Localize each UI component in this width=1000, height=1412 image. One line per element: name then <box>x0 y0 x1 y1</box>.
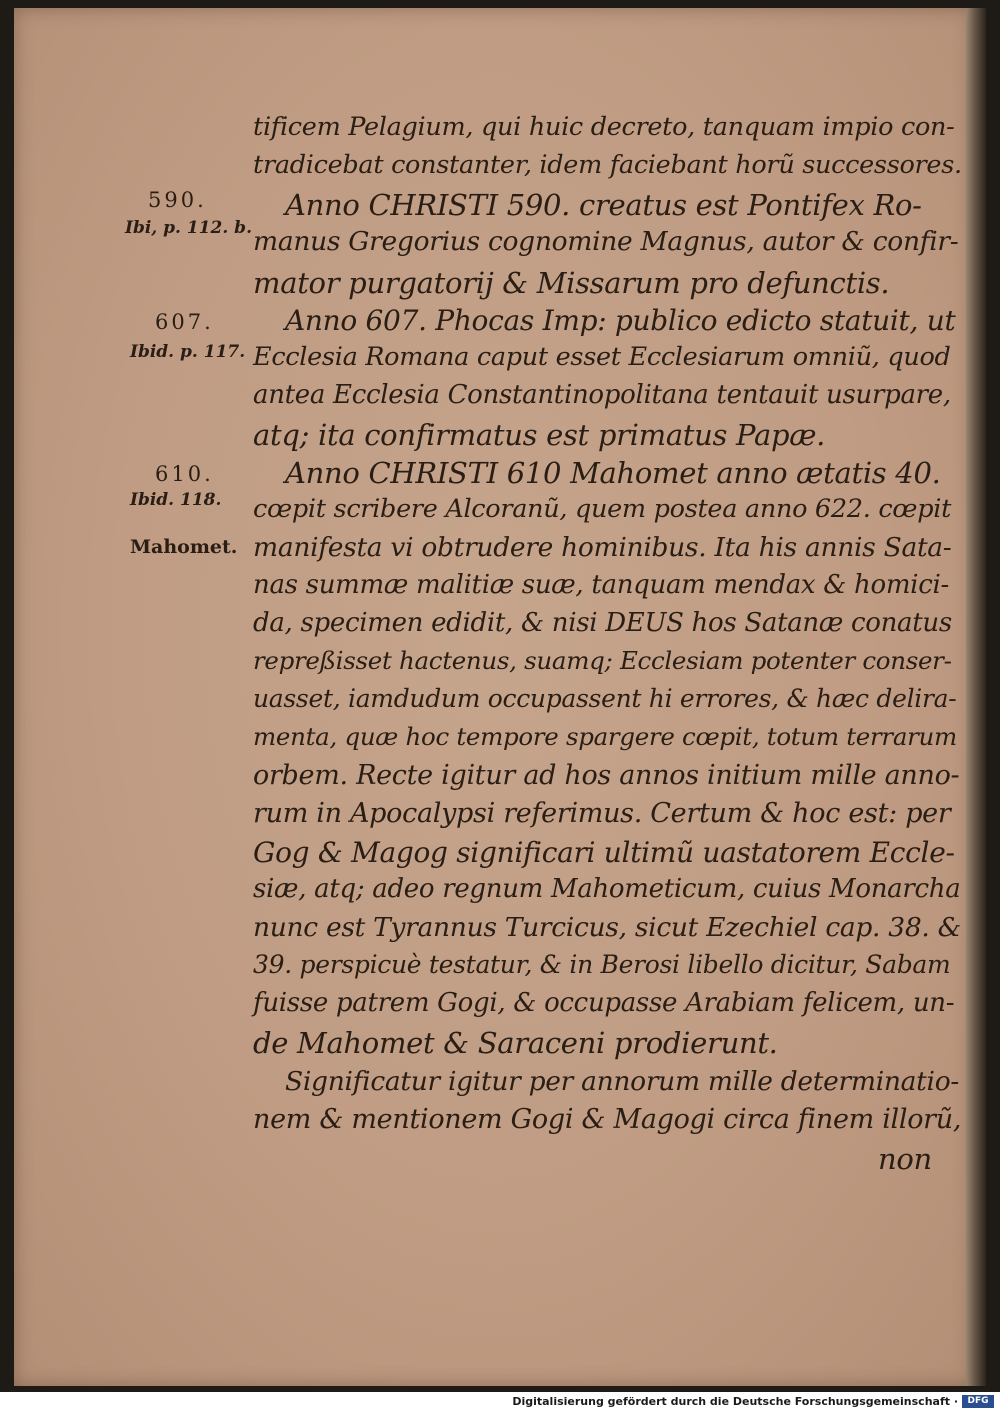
text-line: Significatur igitur per annorum mille determinatio- <box>285 1066 960 1097</box>
text-line: da, specimen edidit, & nisi DEUS hos Satanæ conatus <box>253 608 952 638</box>
text-line: de Mahomet & Saraceni prodierunt. <box>253 1026 778 1060</box>
text-line: rum in Apocalypsi referimus. Certum & hoc est: per <box>253 798 951 829</box>
text-line: fuisse patrem Gogi, & occupasse Arabiam felicem, un- <box>253 988 955 1018</box>
text-line: atq; ita confirmatus est primatus Papæ. <box>253 418 826 452</box>
footer-credit: Digitalisierung gefördert durch die Deutsche Forschungsgemeinschaft · <box>512 1395 958 1408</box>
text-line: orbem. Recte igitur ad hos annos initium mille anno- <box>253 760 960 791</box>
text-line: manifesta vi obtrudere hominibus. Ita his annis Sata- <box>253 532 952 563</box>
text-line: uasset, iamdudum occupassent hi errores, & hæc delira- <box>253 684 957 713</box>
text-line: menta, quæ hoc tempore spargere cœpit, totum terrarum <box>253 722 957 751</box>
text-line: 39. perspicuè testatur, & in Berosi libello dicitur, Sabam <box>253 950 951 979</box>
text-line: Anno CHRISTI 590. creatus est Pontifex Ro- <box>285 188 922 222</box>
text-line: siæ, atq; adeo regnum Mahometicum, cuius Monarcha <box>253 874 961 904</box>
text-line: Gog & Magog significari ultimũ uastatorem Eccle- <box>253 836 955 869</box>
text-line: mator purgatorij & Missarum pro defunctis. <box>253 266 890 300</box>
margin-word-mahomet: Mahomet. <box>130 536 238 558</box>
margin-year-607: 607. <box>155 310 214 334</box>
text-line: antea Ecclesia Constantinopolitana tentauit usurpare, <box>253 380 951 410</box>
margin-year-590: 590. <box>148 188 207 212</box>
text-line: repreßisset hactenus, suamq; Ecclesiam potenter conser- <box>253 646 952 675</box>
margin-ref-ibid-118: Ibid. 118. <box>130 490 222 510</box>
margin-year-610: 610. <box>155 462 214 486</box>
page-edge <box>966 8 986 1386</box>
text-line: nas summæ malitiæ suæ, tanquam mendax & homici- <box>253 570 949 600</box>
footer-bar <box>0 1392 1000 1412</box>
text-line: nem & mentionem Gogi & Magogi circa finem illorũ, <box>253 1104 962 1135</box>
text-line: tificem Pelagium, qui huic decreto, tanquam impio con- <box>253 112 955 142</box>
text-line: tradicebat constanter, idem faciebant horũ successores. <box>253 150 962 180</box>
text-line: nunc est Tyrannus Turcicus, sicut Ezechiel cap. 38. & <box>253 912 961 943</box>
dfg-logo: DFG <box>962 1395 994 1408</box>
margin-ref-ibi-112b: Ibi, p. 112. b. <box>125 218 252 238</box>
text-line: Anno 607. Phocas Imp: publico edicto statuit, ut <box>285 304 956 337</box>
text-line: cœpit scribere Alcoranũ, quem postea anno 622. cœpit <box>253 494 952 524</box>
catchword: non <box>878 1142 932 1176</box>
text-line: Anno CHRISTI 610 Mahomet anno ætatis 40. <box>285 456 941 490</box>
margin-ref-ibid-117: Ibid. p. 117. <box>130 342 246 362</box>
text-line: Ecclesia Romana caput esset Ecclesiarum omniũ, quod <box>253 342 951 372</box>
text-line: manus Gregorius cognomine Magnus, autor & confir- <box>253 226 959 257</box>
